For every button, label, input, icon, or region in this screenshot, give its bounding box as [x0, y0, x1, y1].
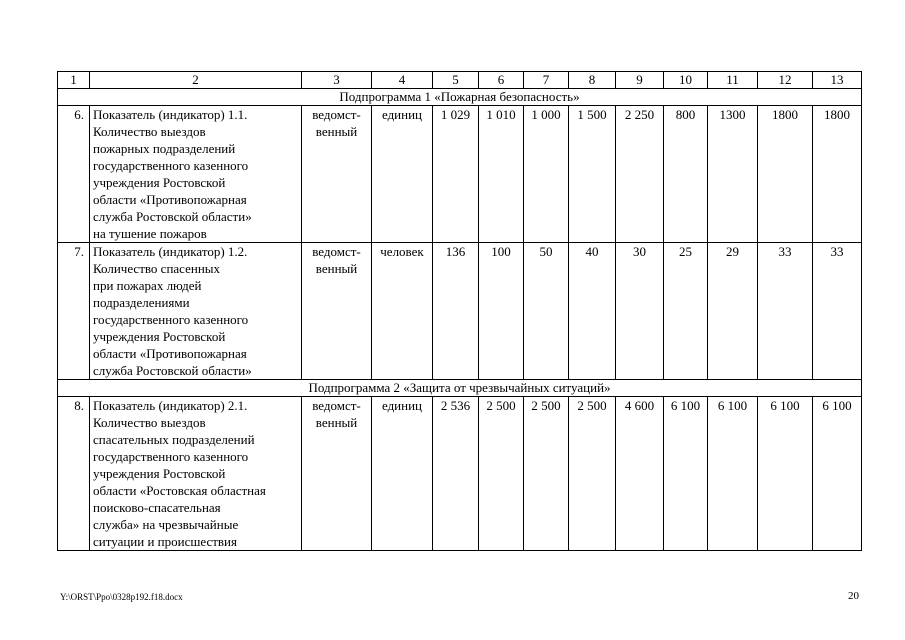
subprogram-row: [58, 89, 862, 106]
indicator-unit: единиц: [372, 397, 433, 551]
header-cell: 2: [90, 72, 302, 89]
header-cell: 6: [479, 72, 524, 89]
indicators-table: [57, 71, 862, 551]
value-cell: 33: [758, 243, 813, 380]
indicator-type: ведомст- венный: [302, 397, 372, 551]
value-cell: 1 029: [433, 106, 479, 243]
header-row: [58, 72, 862, 89]
value-cell: 1 000: [524, 106, 569, 243]
value-cell: 4 600: [616, 397, 664, 551]
value-cell: 2 500: [569, 397, 616, 551]
value-cell: 2 500: [524, 397, 569, 551]
value-cell: 2 536: [433, 397, 479, 551]
header-cell: 7: [524, 72, 569, 89]
value-cell: 1800: [813, 106, 862, 243]
header-cell: 10: [664, 72, 708, 89]
value-cell: 1 010: [479, 106, 524, 243]
indicator-name: Показатель (индикатор) 2.1. Количество выездов спасательных подразделений государственного казенного учреждения Ростовской области «Ростовская областная поисково-спасательная служба» на чрезвычайные ситуации и происшествия: [90, 397, 302, 551]
header-cell: 1: [58, 72, 90, 89]
header-cell: 4: [372, 72, 433, 89]
row-number: 7.: [58, 243, 90, 380]
value-cell: 40: [569, 243, 616, 380]
subprogram-2-title: Подпрограмма 2 «Защита от чрезвычайных ситуаций»: [58, 380, 862, 397]
header-cell: 12: [758, 72, 813, 89]
document-file-path: Y:\ORST\Ppo\0328p192.f18.docx: [60, 592, 183, 602]
value-cell: 33: [813, 243, 862, 380]
header-cell: 13: [813, 72, 862, 89]
indicator-type: ведомст- венный: [302, 106, 372, 243]
value-cell: 1300: [708, 106, 758, 243]
header-cell: 8: [569, 72, 616, 89]
header-cell: 5: [433, 72, 479, 89]
subprogram-row: [58, 380, 862, 397]
indicator-type: ведомст- венный: [302, 243, 372, 380]
indicator-unit: человек: [372, 243, 433, 380]
value-cell: 100: [479, 243, 524, 380]
value-cell: 30: [616, 243, 664, 380]
subprogram-1-title: Подпрограмма 1 «Пожарная безопасность»: [58, 89, 862, 106]
value-cell: 136: [433, 243, 479, 380]
value-cell: 1800: [758, 106, 813, 243]
value-cell: 6 100: [664, 397, 708, 551]
value-cell: 25: [664, 243, 708, 380]
value-cell: 50: [524, 243, 569, 380]
table-row: [58, 243, 862, 380]
value-cell: 6 100: [758, 397, 813, 551]
header-cell: 3: [302, 72, 372, 89]
header-cell: 11: [708, 72, 758, 89]
table-row: [58, 106, 862, 243]
row-number: 8.: [58, 397, 90, 551]
page-number: 20: [848, 590, 859, 602]
value-cell: 1 500: [569, 106, 616, 243]
header-cell: 9: [616, 72, 664, 89]
indicator-name: Показатель (индикатор) 1.1. Количество выездов пожарных подразделений государственного казенного учреждения Ростовской области «Противопожарная служба Ростовской области» на тушение пожаров: [90, 106, 302, 243]
value-cell: 6 100: [813, 397, 862, 551]
value-cell: 2 500: [479, 397, 524, 551]
indicator-name: Показатель (индикатор) 1.2. Количество спасенных при пожарах людей подразделениями государственного казенного учреждения Ростовской области «Противопожарная служба Ростовской области»: [90, 243, 302, 380]
value-cell: 2 250: [616, 106, 664, 243]
value-cell: 6 100: [708, 397, 758, 551]
table-row: [58, 397, 862, 551]
value-cell: 29: [708, 243, 758, 380]
value-cell: 800: [664, 106, 708, 243]
row-number: 6.: [58, 106, 90, 243]
indicator-unit: единиц: [372, 106, 433, 243]
